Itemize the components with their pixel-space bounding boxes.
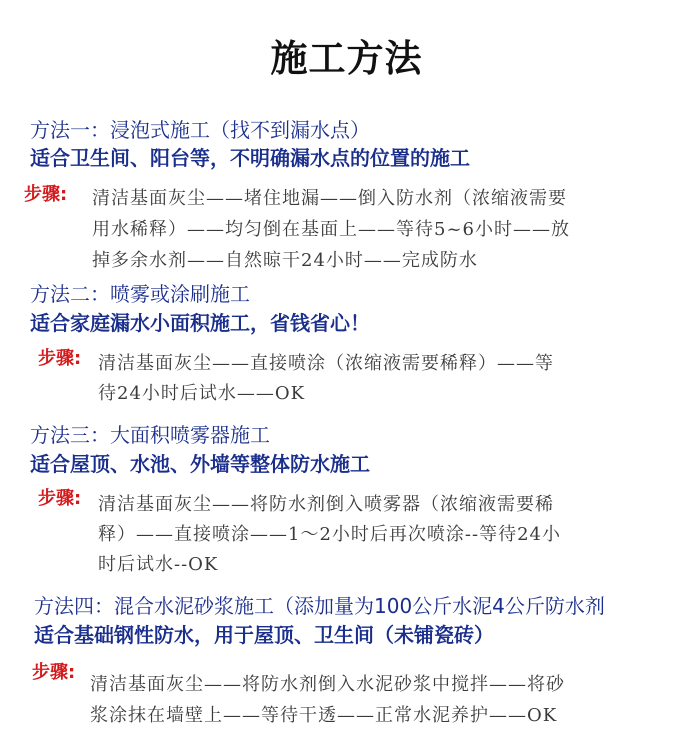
method-1-title: 方法一：浸泡式施工（找不到漏水点） xyxy=(30,118,370,142)
method-3-step-line: 清洁基面灰尘——将防水剂倒入喷雾器（浓缩液需要稀 xyxy=(98,494,554,515)
method-3-step-line: 时后试水--OK xyxy=(98,554,219,575)
method-4-suitability: 适合基础钢性防水，用于屋顶、卫生间（未铺瓷砖） xyxy=(34,623,494,647)
method-1-suitability: 适合卫生间、阳台等，不明确漏水点的位置的施工 xyxy=(30,146,470,170)
method-3-suitability: 适合屋顶、水池、外墙等整体防水施工 xyxy=(30,452,370,476)
method-1-step-line: 清洁基面灰尘——堵住地漏——倒入防水剂（浓缩液需要 xyxy=(92,188,567,209)
method-4-step-label: 步骤: xyxy=(32,662,76,683)
method-1-step-line: 用水稀释）——均匀倒在基面上——等待5~6小时——放 xyxy=(92,219,570,240)
method-3-title: 方法三：大面积喷雾器施工 xyxy=(30,423,270,447)
method-2-title: 方法二：喷雾或涂刷施工 xyxy=(30,282,250,306)
method-4-step-line: 浆涂抹在墙壁上——等待干透——正常水泥养护——OK xyxy=(90,705,558,726)
method-1-step-line: 掉多余水剂——自然晾干24小时——完成防水 xyxy=(92,250,478,271)
method-3-step-label: 步骤: xyxy=(38,488,82,509)
method-2-suitability: 适合家庭漏水小面积施工，省钱省心！ xyxy=(30,311,370,335)
method-2-step-label: 步骤: xyxy=(38,348,82,369)
method-2-step-line: 清洁基面灰尘——直接喷涂（浓缩液需要稀释）——等 xyxy=(98,353,554,374)
method-3-step-line: 释）——直接喷涂——1～2小时后再次喷涂--等待24小 xyxy=(98,524,561,545)
method-4-step-line: 清洁基面灰尘——将防水剂倒入水泥砂浆中搅拌——将砂 xyxy=(90,674,565,695)
method-1-step-label: 步骤: xyxy=(24,184,68,205)
method-4-title: 方法四：混合水泥砂浆施工（添加量为100公斤水泥4公斤防水剂 xyxy=(34,594,605,618)
page-title: 施工方法 xyxy=(270,37,423,80)
method-2-step-line: 待24小时后试水——OK xyxy=(98,383,306,404)
